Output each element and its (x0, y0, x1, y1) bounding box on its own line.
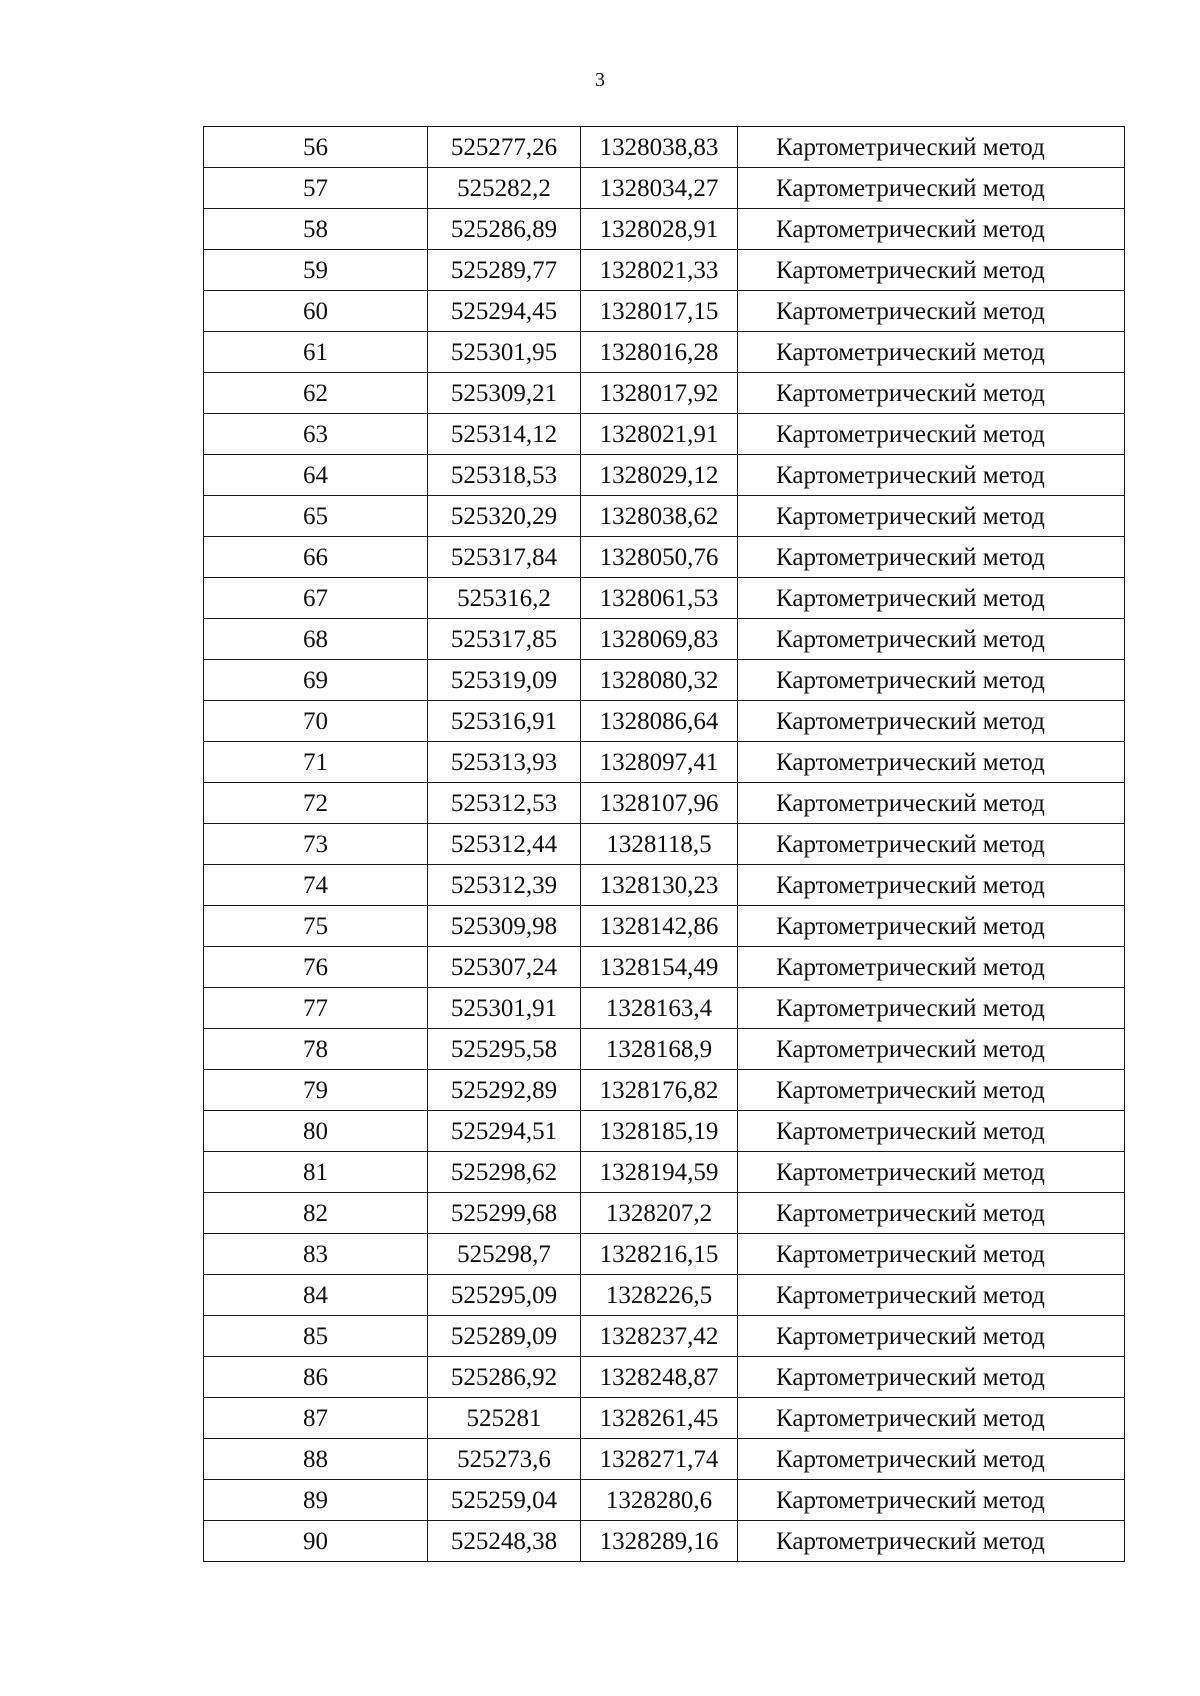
method-cell: Картометрический метод (738, 701, 1125, 742)
table-row (204, 988, 1125, 1029)
x-coordinate-cell: 525307,24 (428, 947, 581, 988)
point-number-cell: 66 (204, 537, 428, 578)
x-coordinate-cell: 525313,93 (428, 742, 581, 783)
table-row (204, 1070, 1125, 1111)
method-cell: Картометрический метод (738, 1234, 1125, 1275)
y-coordinate-cell: 1328050,76 (581, 537, 738, 578)
y-coordinate-cell: 1328038,83 (581, 127, 738, 168)
method-cell: Картометрический метод (738, 824, 1125, 865)
point-number-cell: 56 (204, 127, 428, 168)
method-cell: Картометрический метод (738, 783, 1125, 824)
y-coordinate-cell: 1328194,59 (581, 1152, 738, 1193)
point-number-cell: 71 (204, 742, 428, 783)
table-row (204, 824, 1125, 865)
method-cell: Картометрический метод (738, 1480, 1125, 1521)
x-coordinate-cell: 525309,21 (428, 373, 581, 414)
point-number-cell: 79 (204, 1070, 428, 1111)
method-cell: Картометрический метод (738, 1521, 1125, 1562)
y-coordinate-cell: 1328163,4 (581, 988, 738, 1029)
method-cell: Картометрический метод (738, 988, 1125, 1029)
x-coordinate-cell: 525292,89 (428, 1070, 581, 1111)
y-coordinate-cell: 1328038,62 (581, 496, 738, 537)
x-coordinate-cell: 525318,53 (428, 455, 581, 496)
x-coordinate-cell: 525314,12 (428, 414, 581, 455)
point-number-cell: 72 (204, 783, 428, 824)
table-row (204, 373, 1125, 414)
y-coordinate-cell: 1328226,5 (581, 1275, 738, 1316)
y-coordinate-cell: 1328168,9 (581, 1029, 738, 1070)
method-cell: Картометрический метод (738, 578, 1125, 619)
x-coordinate-cell: 525273,6 (428, 1439, 581, 1480)
x-coordinate-cell: 525295,58 (428, 1029, 581, 1070)
point-number-cell: 63 (204, 414, 428, 455)
x-coordinate-cell: 525320,29 (428, 496, 581, 537)
x-coordinate-cell: 525289,77 (428, 250, 581, 291)
y-coordinate-cell: 1328271,74 (581, 1439, 738, 1480)
method-cell: Картометрический метод (738, 496, 1125, 537)
y-coordinate-cell: 1328142,86 (581, 906, 738, 947)
method-cell: Картометрический метод (738, 414, 1125, 455)
y-coordinate-cell: 1328017,15 (581, 291, 738, 332)
x-coordinate-cell: 525298,7 (428, 1234, 581, 1275)
x-coordinate-cell: 525277,26 (428, 127, 581, 168)
y-coordinate-cell: 1328017,92 (581, 373, 738, 414)
y-coordinate-cell: 1328280,6 (581, 1480, 738, 1521)
method-cell: Картометрический метод (738, 660, 1125, 701)
y-coordinate-cell: 1328130,23 (581, 865, 738, 906)
x-coordinate-cell: 525298,62 (428, 1152, 581, 1193)
point-number-cell: 68 (204, 619, 428, 660)
coordinates-table-body (204, 127, 1125, 1562)
y-coordinate-cell: 1328029,12 (581, 455, 738, 496)
method-cell: Картометрический метод (738, 1070, 1125, 1111)
method-cell: Картометрический метод (738, 1193, 1125, 1234)
point-number-cell: 60 (204, 291, 428, 332)
point-number-cell: 81 (204, 1152, 428, 1193)
table-row (204, 1193, 1125, 1234)
y-coordinate-cell: 1328061,53 (581, 578, 738, 619)
x-coordinate-cell: 525289,09 (428, 1316, 581, 1357)
y-coordinate-cell: 1328237,42 (581, 1316, 738, 1357)
y-coordinate-cell: 1328016,28 (581, 332, 738, 373)
table-row (204, 865, 1125, 906)
y-coordinate-cell: 1328185,19 (581, 1111, 738, 1152)
method-cell: Картометрический метод (738, 1398, 1125, 1439)
table-row (204, 1398, 1125, 1439)
method-cell: Картометрический метод (738, 455, 1125, 496)
table-row (204, 578, 1125, 619)
method-cell: Картометрический метод (738, 865, 1125, 906)
x-coordinate-cell: 525312,44 (428, 824, 581, 865)
method-cell: Картометрический метод (738, 947, 1125, 988)
x-coordinate-cell: 525316,91 (428, 701, 581, 742)
table-row (204, 537, 1125, 578)
table-row (204, 1111, 1125, 1152)
point-number-cell: 62 (204, 373, 428, 414)
table-row (204, 660, 1125, 701)
y-coordinate-cell: 1328097,41 (581, 742, 738, 783)
y-coordinate-cell: 1328086,64 (581, 701, 738, 742)
x-coordinate-cell: 525309,98 (428, 906, 581, 947)
table-row (204, 496, 1125, 537)
y-coordinate-cell: 1328069,83 (581, 619, 738, 660)
method-cell: Картометрический метод (738, 168, 1125, 209)
y-coordinate-cell: 1328034,27 (581, 168, 738, 209)
table-row (204, 127, 1125, 168)
method-cell: Картометрический метод (738, 1111, 1125, 1152)
table-row (204, 947, 1125, 988)
point-number-cell: 73 (204, 824, 428, 865)
y-coordinate-cell: 1328248,87 (581, 1357, 738, 1398)
method-cell: Картометрический метод (738, 619, 1125, 660)
x-coordinate-cell: 525282,2 (428, 168, 581, 209)
x-coordinate-cell: 525299,68 (428, 1193, 581, 1234)
x-coordinate-cell: 525295,09 (428, 1275, 581, 1316)
point-number-cell: 83 (204, 1234, 428, 1275)
method-cell: Картометрический метод (738, 1152, 1125, 1193)
y-coordinate-cell: 1328289,16 (581, 1521, 738, 1562)
method-cell: Картометрический метод (738, 291, 1125, 332)
point-number-cell: 85 (204, 1316, 428, 1357)
method-cell: Картометрический метод (738, 906, 1125, 947)
table-row (204, 1521, 1125, 1562)
y-coordinate-cell: 1328207,2 (581, 1193, 738, 1234)
method-cell: Картометрический метод (738, 1029, 1125, 1070)
x-coordinate-cell: 525294,45 (428, 291, 581, 332)
x-coordinate-cell: 525317,85 (428, 619, 581, 660)
x-coordinate-cell: 525301,91 (428, 988, 581, 1029)
y-coordinate-cell: 1328261,45 (581, 1398, 738, 1439)
y-coordinate-cell: 1328118,5 (581, 824, 738, 865)
method-cell: Картометрический метод (738, 373, 1125, 414)
method-cell: Картометрический метод (738, 127, 1125, 168)
table-row (204, 1234, 1125, 1275)
table-row (204, 250, 1125, 291)
table-row (204, 1275, 1125, 1316)
y-coordinate-cell: 1328107,96 (581, 783, 738, 824)
method-cell: Картометрический метод (738, 1439, 1125, 1480)
table-row (204, 1480, 1125, 1521)
table-row (204, 783, 1125, 824)
point-number-cell: 90 (204, 1521, 428, 1562)
point-number-cell: 65 (204, 496, 428, 537)
x-coordinate-cell: 525294,51 (428, 1111, 581, 1152)
table-row (204, 291, 1125, 332)
point-number-cell: 70 (204, 701, 428, 742)
method-cell: Картометрический метод (738, 1316, 1125, 1357)
table-row (204, 168, 1125, 209)
point-number-cell: 76 (204, 947, 428, 988)
x-coordinate-cell: 525319,09 (428, 660, 581, 701)
point-number-cell: 58 (204, 209, 428, 250)
table-row (204, 619, 1125, 660)
table-row (204, 455, 1125, 496)
method-cell: Картометрический метод (738, 1357, 1125, 1398)
point-number-cell: 64 (204, 455, 428, 496)
y-coordinate-cell: 1328080,32 (581, 660, 738, 701)
point-number-cell: 86 (204, 1357, 428, 1398)
point-number-cell: 84 (204, 1275, 428, 1316)
point-number-cell: 67 (204, 578, 428, 619)
table-row (204, 1029, 1125, 1070)
point-number-cell: 61 (204, 332, 428, 373)
table-row (204, 906, 1125, 947)
point-number-cell: 87 (204, 1398, 428, 1439)
table-row (204, 1316, 1125, 1357)
x-coordinate-cell: 525301,95 (428, 332, 581, 373)
x-coordinate-cell: 525281 (428, 1398, 581, 1439)
coordinates-table (203, 126, 1125, 1562)
point-number-cell: 89 (204, 1480, 428, 1521)
y-coordinate-cell: 1328021,33 (581, 250, 738, 291)
x-coordinate-cell: 525286,89 (428, 209, 581, 250)
point-number-cell: 69 (204, 660, 428, 701)
point-number-cell: 88 (204, 1439, 428, 1480)
method-cell: Картометрический метод (738, 537, 1125, 578)
point-number-cell: 75 (204, 906, 428, 947)
x-coordinate-cell: 525259,04 (428, 1480, 581, 1521)
table-row (204, 414, 1125, 455)
x-coordinate-cell: 525248,38 (428, 1521, 581, 1562)
point-number-cell: 57 (204, 168, 428, 209)
x-coordinate-cell: 525312,39 (428, 865, 581, 906)
table-row (204, 209, 1125, 250)
table-row (204, 332, 1125, 373)
method-cell: Картометрический метод (738, 209, 1125, 250)
y-coordinate-cell: 1328021,91 (581, 414, 738, 455)
table-row (204, 701, 1125, 742)
table-row (204, 742, 1125, 783)
point-number-cell: 77 (204, 988, 428, 1029)
x-coordinate-cell: 525286,92 (428, 1357, 581, 1398)
method-cell: Картометрический метод (738, 332, 1125, 373)
method-cell: Картометрический метод (738, 742, 1125, 783)
table-row (204, 1357, 1125, 1398)
point-number-cell: 59 (204, 250, 428, 291)
x-coordinate-cell: 525312,53 (428, 783, 581, 824)
page-number: 3 (595, 69, 605, 91)
y-coordinate-cell: 1328216,15 (581, 1234, 738, 1275)
point-number-cell: 80 (204, 1111, 428, 1152)
method-cell: Картометрический метод (738, 1275, 1125, 1316)
table-row (204, 1152, 1125, 1193)
x-coordinate-cell: 525316,2 (428, 578, 581, 619)
table-row (204, 1439, 1125, 1480)
y-coordinate-cell: 1328028,91 (581, 209, 738, 250)
x-coordinate-cell: 525317,84 (428, 537, 581, 578)
point-number-cell: 82 (204, 1193, 428, 1234)
y-coordinate-cell: 1328154,49 (581, 947, 738, 988)
point-number-cell: 74 (204, 865, 428, 906)
point-number-cell: 78 (204, 1029, 428, 1070)
method-cell: Картометрический метод (738, 250, 1125, 291)
y-coordinate-cell: 1328176,82 (581, 1070, 738, 1111)
